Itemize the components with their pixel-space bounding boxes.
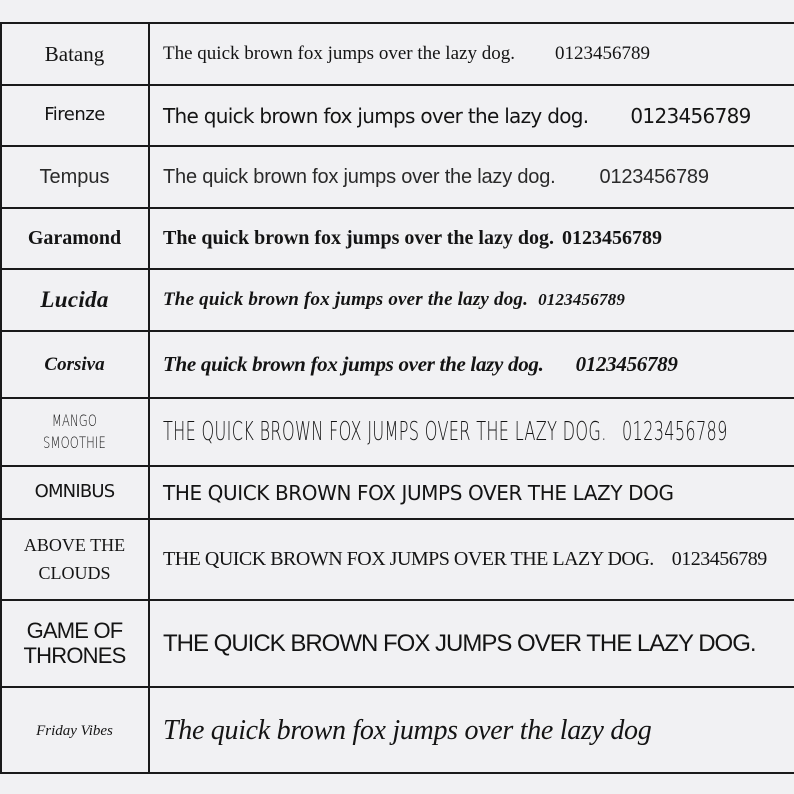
font-name: Batang xyxy=(44,41,105,66)
sample-text: The quick brown fox jumps over the lazy dog xyxy=(163,715,652,746)
font-name: MANGO SMOOTHIE xyxy=(43,411,106,452)
sample-text: The quick brown fox jumps over the lazy dog. xyxy=(163,227,554,249)
sample-digits: 0123456789 xyxy=(599,165,709,188)
sample-text: The quick brown fox jumps over the lazy dog. xyxy=(163,165,556,188)
sample-digits: 0123456789 xyxy=(561,227,662,249)
font-name: Lucida xyxy=(40,287,109,313)
sample-text: THE QUICK BROWN FOX JUMPS OVER THE LAZY DOG xyxy=(163,480,674,505)
font-name: Tempus xyxy=(39,165,110,188)
sample-text: The quick brown fox jumps over the lazy dog. xyxy=(163,352,544,376)
font-sample xyxy=(150,332,794,397)
font-row-batang xyxy=(0,24,794,86)
font-sample xyxy=(150,467,794,518)
font-row-corsiva xyxy=(0,332,794,399)
sample-digits: 0123456789 xyxy=(554,43,650,64)
font-sample xyxy=(150,86,794,145)
sample-text: The quick brown fox jumps over the lazy dog. xyxy=(163,289,529,310)
sample-digits: 0123456789 xyxy=(538,290,626,309)
font-sample xyxy=(150,399,794,465)
font-name: Firenze xyxy=(44,104,105,126)
font-sample xyxy=(150,147,794,207)
font-row-omnibus xyxy=(0,467,794,520)
sample-digits: 0123456789 xyxy=(630,103,751,128)
font-sample xyxy=(150,688,794,774)
font-row-firenze xyxy=(0,86,794,147)
font-name: OMNIBUS xyxy=(34,481,115,503)
font-row-game-of-thrones xyxy=(0,601,794,688)
sample-digits: 0123456789 xyxy=(621,417,728,447)
sample-text: The quick brown fox jumps over the lazy dog. xyxy=(163,43,515,64)
sample-digits: 0123456789 xyxy=(575,352,678,376)
font-name: Corsiva xyxy=(44,353,105,375)
sample-text: THE QUICK BROWN FOX JUMPS OVER THE LAZY DOG. xyxy=(163,417,607,447)
font-sample xyxy=(150,601,794,686)
font-row-mango-smoothie xyxy=(0,399,794,467)
font-name: Friday Vibes xyxy=(36,722,113,739)
sample-text: THE QUICK BROWN FOX JUMPS OVER THE LAZY DOG. xyxy=(163,548,654,570)
sample-text: THE QUICK BROWN FOX JUMPS OVER THE LAZY DOG. xyxy=(163,629,756,657)
font-row-lucida xyxy=(0,270,794,332)
font-row-garamond xyxy=(0,209,794,270)
font-row-tempus xyxy=(0,147,794,209)
font-sample-table xyxy=(0,22,794,774)
sample-text: The quick brown fox jumps over the lazy dog. xyxy=(163,103,589,128)
font-sample xyxy=(150,209,794,268)
font-sample xyxy=(150,24,794,84)
font-name: ABOVE THE CLOUDS xyxy=(23,534,126,583)
font-row-friday-vibes xyxy=(0,688,794,774)
font-sample xyxy=(150,520,794,599)
font-row-above-the-clouds xyxy=(0,520,794,601)
font-name: GAME OF THRONES xyxy=(23,618,126,668)
font-name: Garamond xyxy=(27,227,122,249)
sample-digits: 0123456789 xyxy=(671,548,767,570)
sample-line xyxy=(163,417,728,447)
font-sample xyxy=(150,270,794,330)
